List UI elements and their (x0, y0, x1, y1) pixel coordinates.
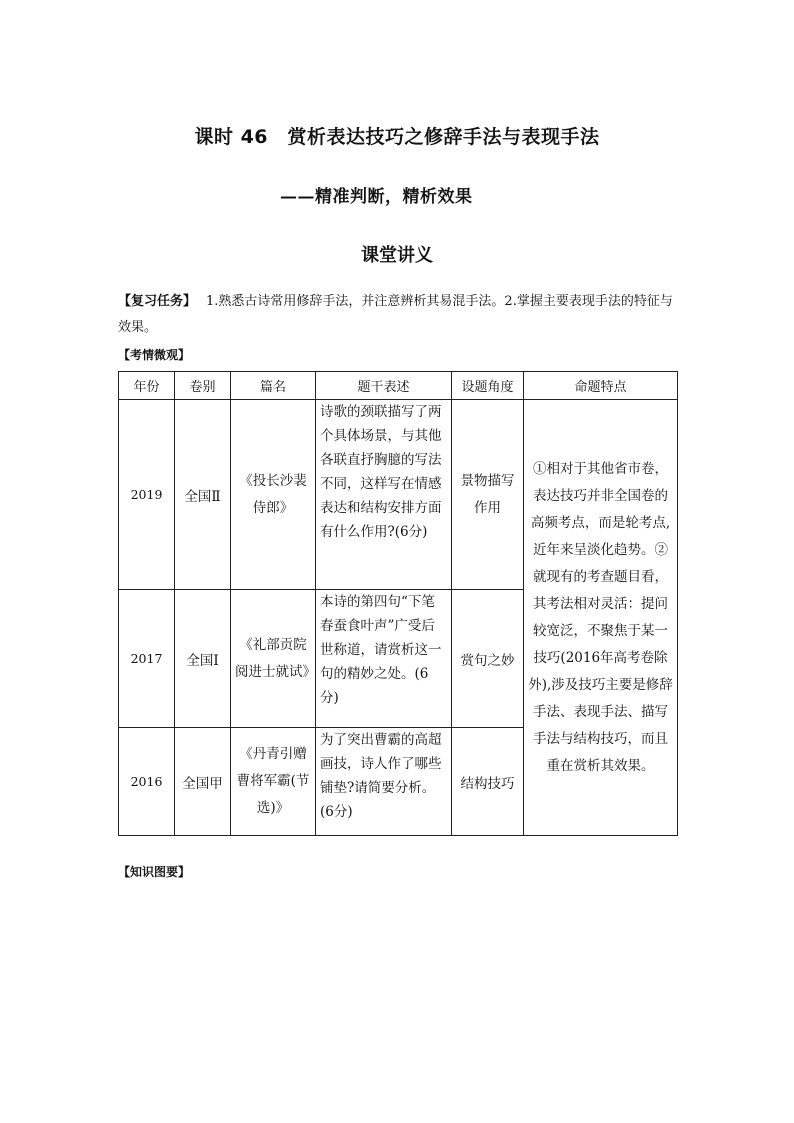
header-angle: 设题角度 (452, 372, 524, 400)
cell-paper: 全国Ⅱ (175, 400, 231, 590)
review-task-text: 1.熟悉古诗常用修辞手法，并注意辨析其易混手法。2.掌握主要表现手法的特征与效果。 (118, 294, 673, 335)
section-title: 课堂讲义 (361, 245, 433, 266)
table-row (119, 400, 678, 590)
header-paper: 卷别 (175, 372, 231, 400)
cell-year: 2016 (119, 728, 175, 836)
cell-stem: 为了突出曹霸的高超画技，诗人作了哪些铺垫?请简要分析。(6分) (316, 728, 452, 836)
exam-table (118, 371, 678, 836)
cell-features: ①相对于其他省市卷，表达技巧并非全国卷的高频考点，而是轮考点,近年来呈淡化趋势。②就现有的考查题目看，其考法相对灵活：提问较宽泛，不聚焦于某一技巧(2016年高考卷除外),涉及技巧主要是修辞手法、表现手法、描写手法与结构技巧，而且重在赏析其效果。 (524, 400, 678, 836)
table-header-row (119, 372, 678, 400)
cell-year: 2017 (119, 590, 175, 728)
exam-overview-label: 【考情微观】 (118, 348, 191, 362)
cell-year: 2019 (119, 400, 175, 590)
lesson-subtitle: ——精准判断，精析效果 (280, 187, 473, 207)
cell-stem: 诗歌的颈联描写了两个具体场景，与其他各联直抒胸臆的写法不同，这样写在情感表达和结构安排方面有什么作用?(6分) (316, 400, 452, 590)
cell-title: 《丹青引赠曹将军霸(节选)》 (231, 728, 316, 836)
lesson-title: 课时 46 赏析表达技巧之修辞手法与表现手法 (194, 126, 600, 148)
header-title: 篇名 (231, 372, 316, 400)
header-stem: 题干表述 (316, 372, 452, 400)
review-task (118, 289, 678, 341)
knowledge-map-label: 【知识图要】 (118, 865, 191, 879)
cell-angle: 景物描写作用 (452, 400, 524, 590)
header-features: 命题特点 (524, 372, 678, 400)
header-year: 年份 (119, 372, 175, 400)
review-task-label: 【复习任务】 (118, 294, 197, 309)
cell-title: 《投长沙裴侍郎》 (231, 400, 316, 590)
cell-stem: 本诗的第四句“下笔春蚕食叶声”广受后世称道，请赏析这一句的精妙之处。(6分) (316, 590, 452, 728)
cell-paper: 全国Ⅰ (175, 590, 231, 728)
cell-angle: 赏句之妙 (452, 590, 524, 728)
cell-paper: 全国甲 (175, 728, 231, 836)
cell-title: 《礼部贡院阅进士就试》 (231, 590, 316, 728)
cell-angle: 结构技巧 (452, 728, 524, 836)
